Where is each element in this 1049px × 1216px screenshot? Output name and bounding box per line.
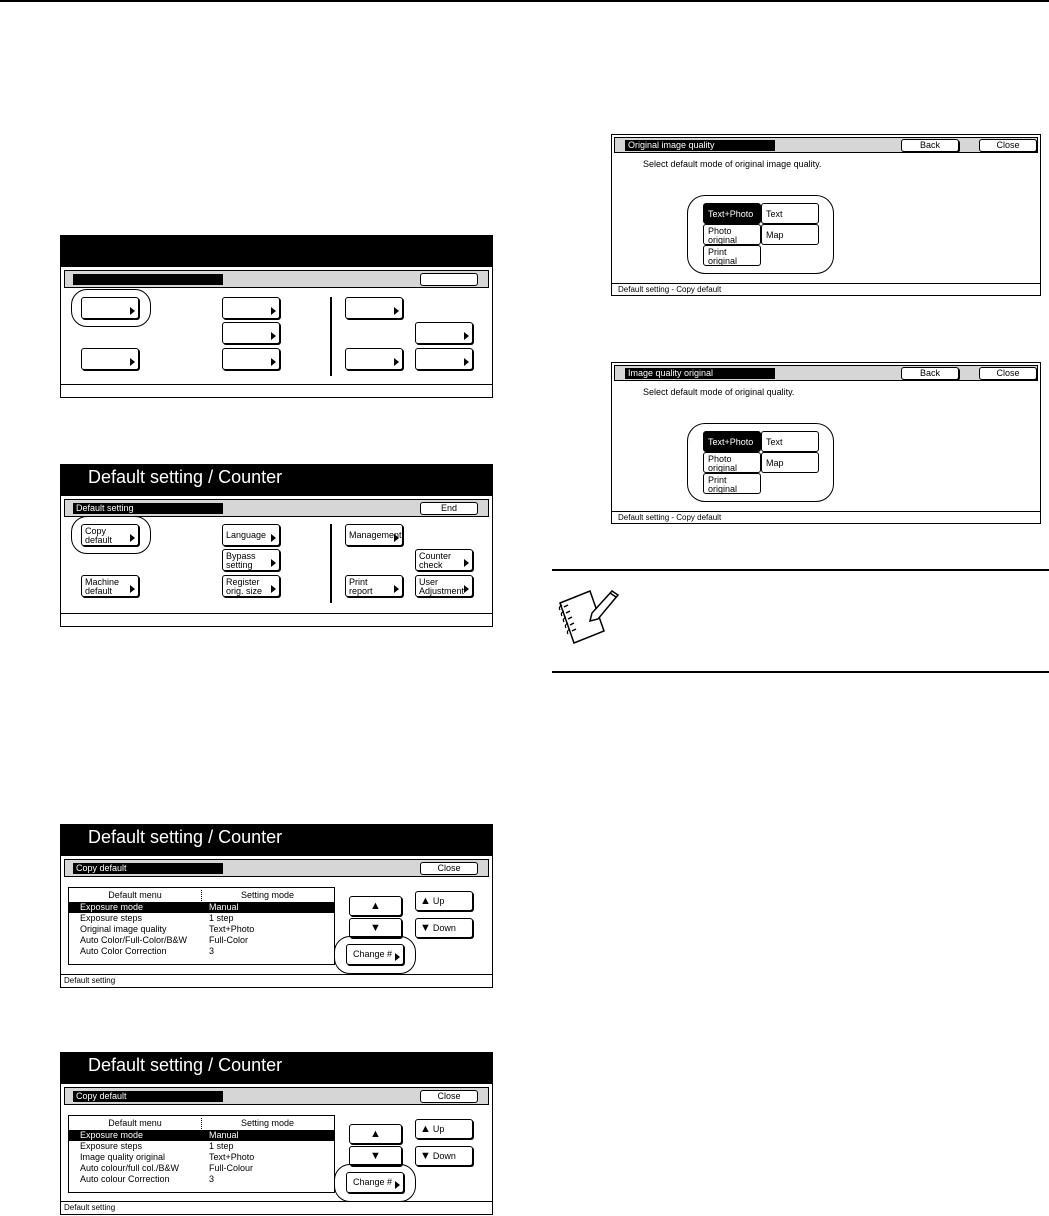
button-line: default: [85, 586, 113, 596]
row-mode: Full-Color: [209, 935, 249, 945]
divider: [330, 524, 332, 603]
language-button[interactable]: [222, 524, 280, 546]
blank-copy-default-button[interactable]: [81, 297, 139, 319]
quality-description: Select default mode of original image quality.: [643, 159, 822, 169]
blank-bypass-setting-button[interactable]: [222, 322, 280, 344]
arrow-right-icon: [130, 585, 135, 593]
blank-header-label: [73, 274, 223, 285]
header-label: Default setting: [73, 503, 223, 514]
management-button[interactable]: [345, 524, 403, 546]
down-label: Down: [432, 923, 456, 933]
counter-check-button[interactable]: [415, 549, 473, 571]
arrow-right-icon: [271, 358, 276, 366]
up-button[interactable]: [415, 1119, 473, 1139]
row-menu: Original image quality: [80, 924, 167, 934]
close-button[interactable]: Close: [979, 139, 1037, 152]
col-default-menu: Default menu: [108, 1118, 162, 1128]
arrow-right-icon: [394, 307, 399, 315]
close-button[interactable]: Close: [420, 1090, 478, 1103]
up-button[interactable]: [415, 891, 473, 911]
down-label: Down: [432, 1151, 456, 1161]
note-top-rule: [552, 569, 1049, 571]
list-row[interactable]: [69, 935, 334, 946]
row-mode: Text+Photo: [209, 1152, 255, 1162]
button-line: check: [419, 560, 443, 570]
arrow-right-icon: [464, 585, 469, 593]
close-button[interactable]: Close: [979, 367, 1037, 380]
list-row[interactable]: [69, 913, 334, 924]
print-original-option[interactable]: [703, 473, 761, 494]
machine-default-button[interactable]: [81, 575, 139, 597]
quality-header: [614, 365, 1038, 381]
arrow-right-icon: [271, 534, 276, 542]
blank-counter-check-button[interactable]: [415, 322, 473, 344]
change-button[interactable]: [346, 944, 404, 965]
main-panel-header: [64, 499, 489, 517]
up-label: Up: [432, 896, 445, 906]
screen-title: Default setting / Counter: [60, 464, 493, 495]
blank-title-bar: [60, 235, 493, 266]
col-default-menu: Default menu: [108, 890, 162, 900]
list-row[interactable]: [69, 1152, 334, 1163]
list-row[interactable]: [69, 924, 334, 935]
row-menu: Image quality original: [80, 1152, 166, 1162]
down-button[interactable]: [415, 918, 473, 938]
text-photo-option[interactable]: Text+Photo: [703, 203, 761, 224]
header-label: Copy default: [73, 863, 223, 874]
arrow-right-icon: [395, 1181, 400, 1189]
arrow-right-icon: [130, 534, 135, 542]
row-mode: 1 step: [209, 1141, 234, 1151]
user-adjustment-button[interactable]: [415, 575, 473, 597]
arrow-right-icon: [464, 358, 469, 366]
text-option[interactable]: Text: [761, 431, 819, 452]
button-line: orig. size: [226, 586, 263, 596]
option-line: original: [708, 484, 738, 494]
header-label: Image quality original: [625, 368, 775, 379]
row-mode: 3: [209, 946, 215, 956]
copy-default-header: [64, 859, 489, 877]
photo-original-option[interactable]: [703, 452, 761, 473]
button-line: Machine: [85, 577, 120, 587]
row-mode: Manual: [209, 902, 239, 912]
page-top-rule: [0, 0, 1049, 2]
row-mode: Full-Colour: [209, 1163, 254, 1173]
down-button[interactable]: [415, 1146, 473, 1166]
blank-default-setting-screen: [60, 235, 493, 398]
option-line: Print: [708, 475, 727, 485]
list-header: [69, 1116, 334, 1130]
button-line: setting: [226, 560, 253, 570]
arrow-right-icon: [271, 585, 276, 593]
change-label: Change #: [353, 1177, 393, 1187]
button-line: Copy: [85, 526, 107, 536]
notepad-pencil-icon: [552, 583, 622, 653]
blank-register-orig-size-button[interactable]: [222, 348, 280, 370]
row-menu: Auto colour Correction: [80, 1174, 170, 1184]
text-option[interactable]: Text: [761, 203, 819, 224]
option-line: original: [708, 256, 738, 266]
scroll-down-button[interactable]: ▼: [349, 918, 402, 938]
quality-footer: Default setting - Copy default: [612, 511, 1040, 523]
map-option[interactable]: Map: [761, 224, 819, 245]
row-menu: Exposure mode: [80, 902, 144, 912]
note-bottom-rule: [552, 671, 1049, 673]
header-label: Original image quality: [625, 140, 775, 151]
list-row[interactable]: [69, 1141, 334, 1152]
row-menu: Exposure steps: [80, 913, 143, 923]
print-original-option[interactable]: [703, 245, 761, 266]
arrow-right-icon: [271, 332, 276, 340]
main-footer: [61, 613, 492, 626]
button-line: Adjustment: [419, 586, 465, 596]
copy-default-footer: Default setting: [61, 1201, 492, 1214]
photo-original-option[interactable]: [703, 224, 761, 245]
original-image-quality-screen: [611, 134, 1041, 296]
blank-management-button[interactable]: [345, 297, 403, 319]
arrow-right-icon: [394, 358, 399, 366]
list-header: [69, 888, 334, 902]
copy-default-footer: Default setting: [61, 974, 492, 987]
button-line: Register: [226, 577, 260, 587]
copy-default-panel: [60, 1083, 493, 1215]
row-mode: Manual: [209, 1130, 239, 1140]
blank-divider: [330, 297, 332, 376]
list-row[interactable]: [69, 946, 334, 957]
scroll-down-button[interactable]: ▼: [349, 1146, 402, 1166]
default-menu-list: [68, 887, 335, 965]
arrow-right-icon: [271, 559, 276, 567]
copy-default-button[interactable]: [81, 524, 139, 546]
quality-description: Select default mode of original quality.: [643, 387, 795, 397]
col-setting-mode: Setting mode: [240, 1118, 295, 1128]
text-photo-option[interactable]: Text+Photo: [703, 431, 761, 452]
image-quality-original-screen: [611, 362, 1041, 524]
button-line: Bypass: [226, 551, 256, 561]
button-line: report: [349, 586, 373, 596]
list-row[interactable]: [69, 902, 334, 913]
change-button[interactable]: [346, 1172, 404, 1193]
row-menu: Auto Color/Full-Color/B&W: [80, 935, 188, 945]
copy-default-panel: [60, 855, 493, 988]
blank-language-button[interactable]: [222, 297, 280, 319]
up-triangle-icon: ▲: [420, 895, 431, 907]
scroll-up-button[interactable]: ▲: [349, 896, 402, 916]
back-button[interactable]: Back: [901, 139, 959, 152]
list-row[interactable]: [69, 1174, 334, 1185]
back-button[interactable]: Back: [901, 367, 959, 380]
button-label: Management: [349, 530, 402, 540]
end-button[interactable]: End: [420, 502, 478, 515]
up-label: Up: [432, 1124, 445, 1134]
button-line: Print: [349, 577, 368, 587]
map-option[interactable]: Map: [761, 452, 819, 473]
blank-user-adjustment-button[interactable]: [415, 348, 473, 370]
button-line: User: [419, 577, 439, 587]
main-panel: [60, 495, 493, 627]
blank-footer: [61, 384, 492, 397]
row-menu: Exposure steps: [80, 1141, 143, 1151]
close-button[interactable]: Close: [420, 862, 478, 875]
register-orig-size-button[interactable]: [222, 575, 280, 597]
col-setting-mode: Setting mode: [240, 890, 295, 900]
row-menu: Auto Color Correction: [80, 946, 167, 956]
option-line: Print: [708, 247, 727, 257]
option-line: original: [708, 235, 738, 245]
list-row[interactable]: [69, 1163, 334, 1174]
screen-title: Default setting / Counter: [60, 824, 493, 855]
arrow-right-icon: [394, 534, 399, 542]
blank-panel: [60, 266, 493, 398]
default-setting-screen: [60, 464, 493, 627]
quality-header: [614, 137, 1038, 153]
arrow-right-icon: [130, 358, 135, 366]
print-report-button[interactable]: [345, 575, 403, 597]
blank-panel-header: [64, 270, 489, 288]
row-menu: Auto colour/full col./B&W: [80, 1163, 180, 1173]
copy-default-header: [64, 1087, 489, 1105]
notepad-pencil-icon-svg: [552, 583, 622, 653]
row-mode: 1 step: [209, 913, 234, 923]
arrow-right-icon: [394, 585, 399, 593]
quality-footer: Default setting - Copy default: [612, 283, 1040, 295]
option-line: original: [708, 463, 738, 473]
blank-machine-default-button[interactable]: [81, 348, 139, 370]
option-line: Photo: [708, 226, 732, 236]
bypass-setting-button[interactable]: [222, 549, 280, 571]
row-menu: Exposure mode: [80, 1130, 144, 1140]
option-line: Photo: [708, 454, 732, 464]
copy-default-screen-b: [60, 1052, 493, 1215]
arrow-right-icon: [464, 332, 469, 340]
header-label: Copy default: [73, 1091, 223, 1102]
arrow-right-icon: [395, 953, 400, 961]
arrow-right-icon: [130, 307, 135, 315]
list-row[interactable]: [69, 1130, 334, 1141]
arrow-right-icon: [464, 559, 469, 567]
copy-default-screen-a: [60, 824, 493, 988]
arrow-right-icon: [271, 307, 276, 315]
change-label: Change #: [353, 949, 393, 959]
default-menu-list: [68, 1115, 335, 1193]
button-line: default: [85, 535, 113, 545]
scroll-up-button[interactable]: ▲: [349, 1124, 402, 1144]
row-mode: 3: [209, 1174, 215, 1184]
up-triangle-icon: ▲: [420, 1123, 431, 1135]
down-triangle-icon: ▼: [420, 922, 431, 934]
screen-title: Default setting / Counter: [60, 1052, 493, 1083]
blank-print-report-button[interactable]: [345, 348, 403, 370]
button-line: Counter: [419, 551, 452, 561]
down-triangle-icon: ▼: [420, 1150, 431, 1162]
button-label: Language: [226, 530, 267, 540]
row-mode: Text+Photo: [209, 924, 255, 934]
blank-end-button[interactable]: [420, 273, 478, 286]
